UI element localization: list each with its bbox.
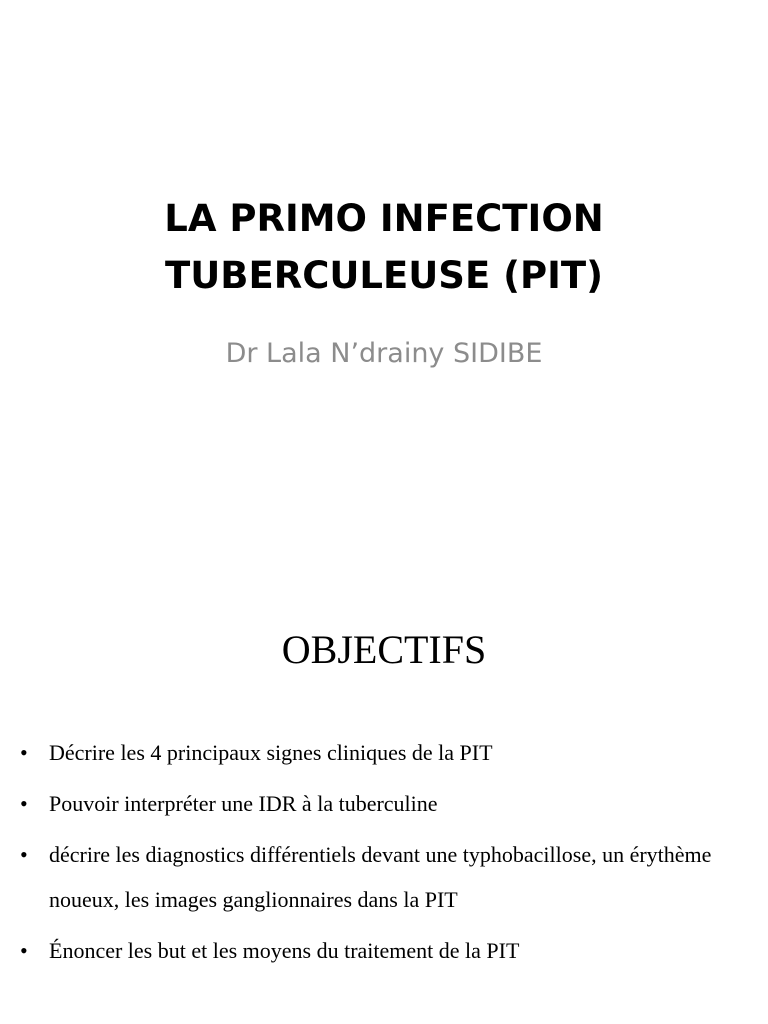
bullet-text: Énoncer les but et les moyens du traitement de la PIT [49,938,520,963]
bullet-icon: • [20,842,28,867]
bullet-text: Pouvoir interpréter une IDR à la tuberculine [49,791,438,816]
list-item [20,781,755,826]
bullet-icon: • [20,791,28,816]
list-item [20,928,755,973]
title-line-2: TUBERCULEUSE (PIT) [164,254,604,297]
list-item [20,730,755,775]
objectives-list [20,730,755,979]
presentation-title [0,190,768,304]
bullet-text: décrire les diagnostics différentiels devant une typhobacillose, un érythème noueux, les images ganglionnaires dans la PIT [49,842,712,912]
list-item [20,832,755,922]
bullet-icon: • [20,740,28,765]
objectives-slide [0,512,768,1024]
objectives-title: OBJECTIFS [281,627,487,672]
title-line-1: LA PRIMO INFECTION [164,197,604,240]
bullet-text: Décrire les 4 principaux signes cliniques de la PIT [49,740,493,765]
author-subtitle: Dr Lala N’drainy SIDIBE [225,338,543,369]
bullet-icon: • [20,938,28,963]
